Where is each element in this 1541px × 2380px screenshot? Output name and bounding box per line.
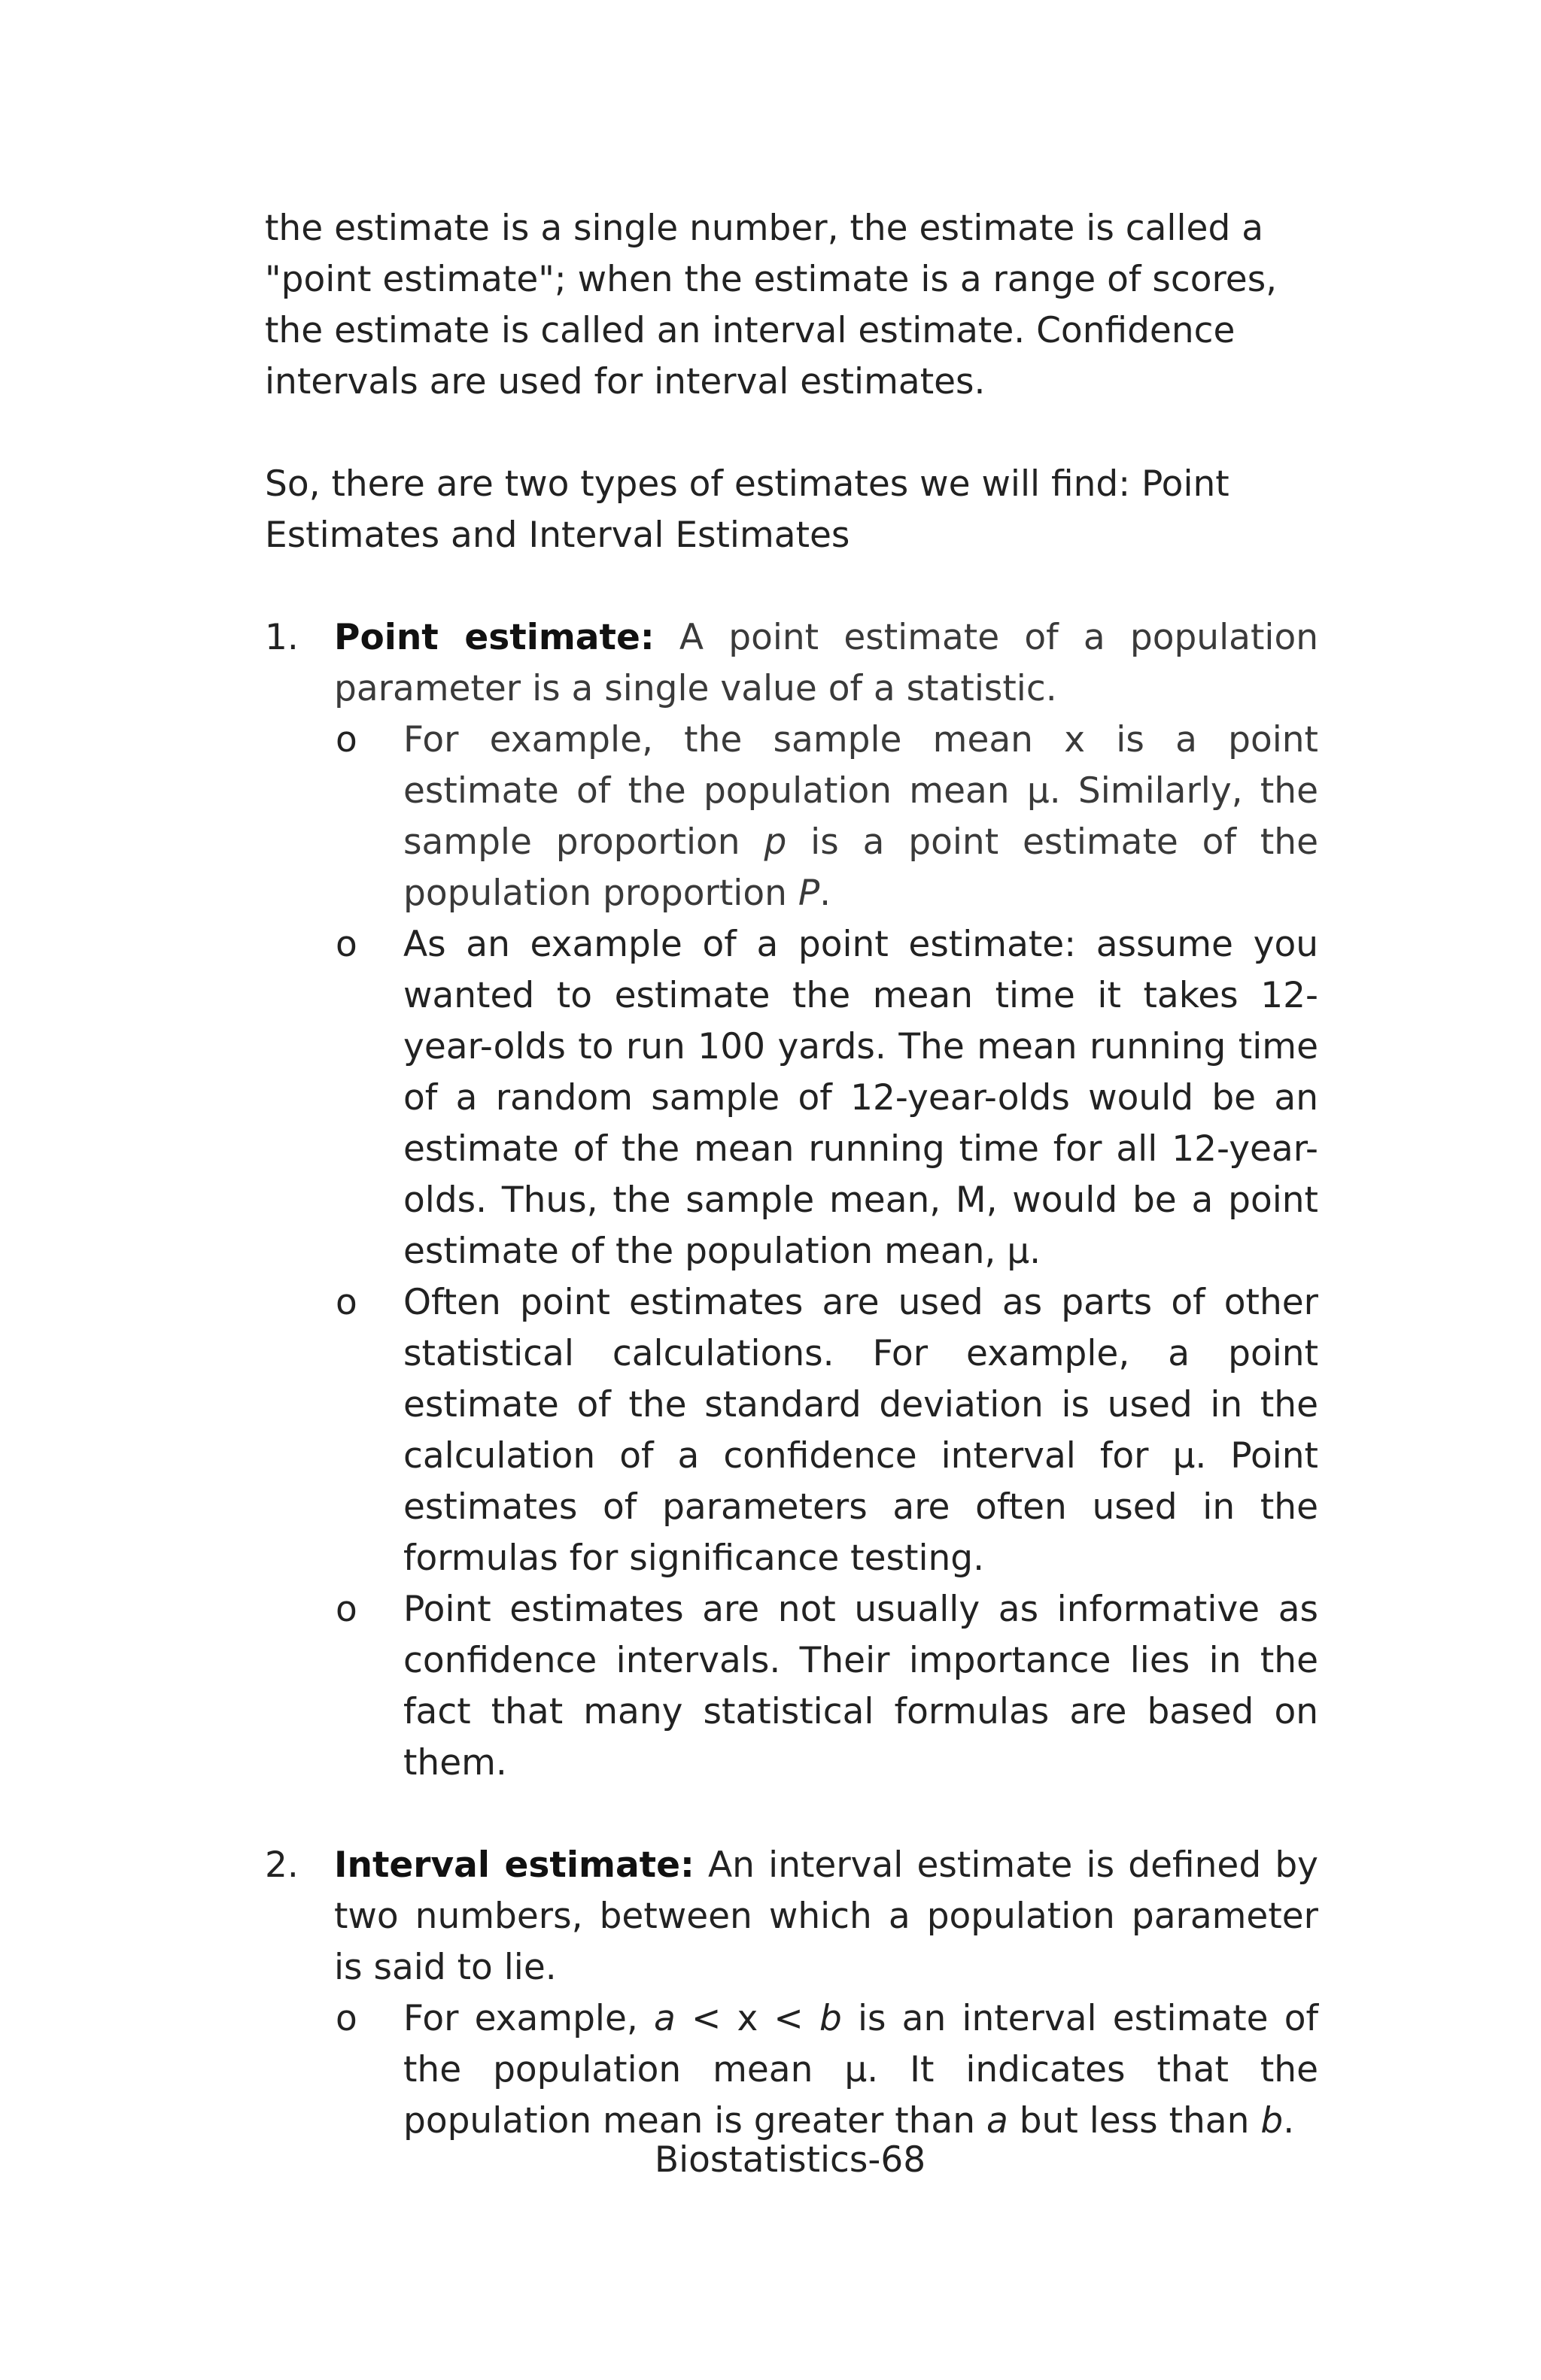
intro-paragraph: the estimate is a single number, the estimate is called a "point estimate"; when the estimate is a range of scores, the estimate is called an interval estimate. Confidence intervals are used for interval estimates. [265,208,1278,402]
list-item-point-estimate [265,612,1318,1789]
list-number: 1. [265,617,299,658]
list-item [334,715,1318,919]
bullet-marker: o [336,924,357,965]
bullet-marker: o [336,719,357,760]
point-estimate-definition [334,612,1318,715]
interval-estimate-definition [334,1840,1318,1993]
page-footer: Biostatistics-68 [654,2139,926,2181]
bullet-marker: o [336,1282,357,1323]
bullet-marker: o [336,1998,357,2039]
definition-text: An interval estimate is defined by two numbers, between which a population parameter is said to lie. [334,1844,1318,1988]
point-estimate-sublist [334,715,1318,1789]
sub-text: As an example of a point estimate: assume you wanted to estimate the mean time it takes 12-year-olds to run 100 yards. The mean running time of a random sample of 12-year-olds would be an estimate of the mean running time for all 12-year-olds. Thus, the sample mean, M, would be a point estimate of the population mean, μ. [403,924,1318,1272]
list-item-interval-estimate [265,1840,1318,2147]
list-number: 2. [265,1844,299,1886]
term-point-estimate: Point estimate: [334,617,655,658]
estimate-list [265,612,1318,2147]
term-interval-estimate: Interval estimate: [334,1844,695,1886]
sub-text: For example, the sample mean x is a point estimate of the population mean μ. Similarly, the sample proportion p is a point estimate of the population proportion P. [403,719,1318,914]
estimate-types-paragraph: So, there are two types of estimates we will find: Point Estimates and Interval Estimates [265,463,1229,556]
sub-text: For example, a < x < b is an interval estimate of the population mean μ. It indicates that the population mean is greater than a but less than b. [403,1998,1318,2142]
interval-estimate-sublist [334,1993,1318,2147]
list-item [334,1277,1318,1584]
definition-text: A point estimate of a population parameter is a single value of a statistic. [334,617,1318,709]
sub-text: Point estimates are not usually as informative as confidence intervals. Their importance lies in the fact that many statistical formulas are based on them. [403,1589,1318,1783]
list-item [334,1584,1318,1789]
page-body [265,203,1318,2198]
bullet-marker: o [336,1589,357,1630]
list-item [334,919,1318,1277]
sub-text: Often point estimates are used as parts of other statistical calculations. For example, a point estimate of the standard deviation is used in the calculation of a confidence interval for μ. Point estimates of parameters are often used in the formulas for significance testing. [403,1282,1318,1579]
list-item [334,1993,1318,2147]
